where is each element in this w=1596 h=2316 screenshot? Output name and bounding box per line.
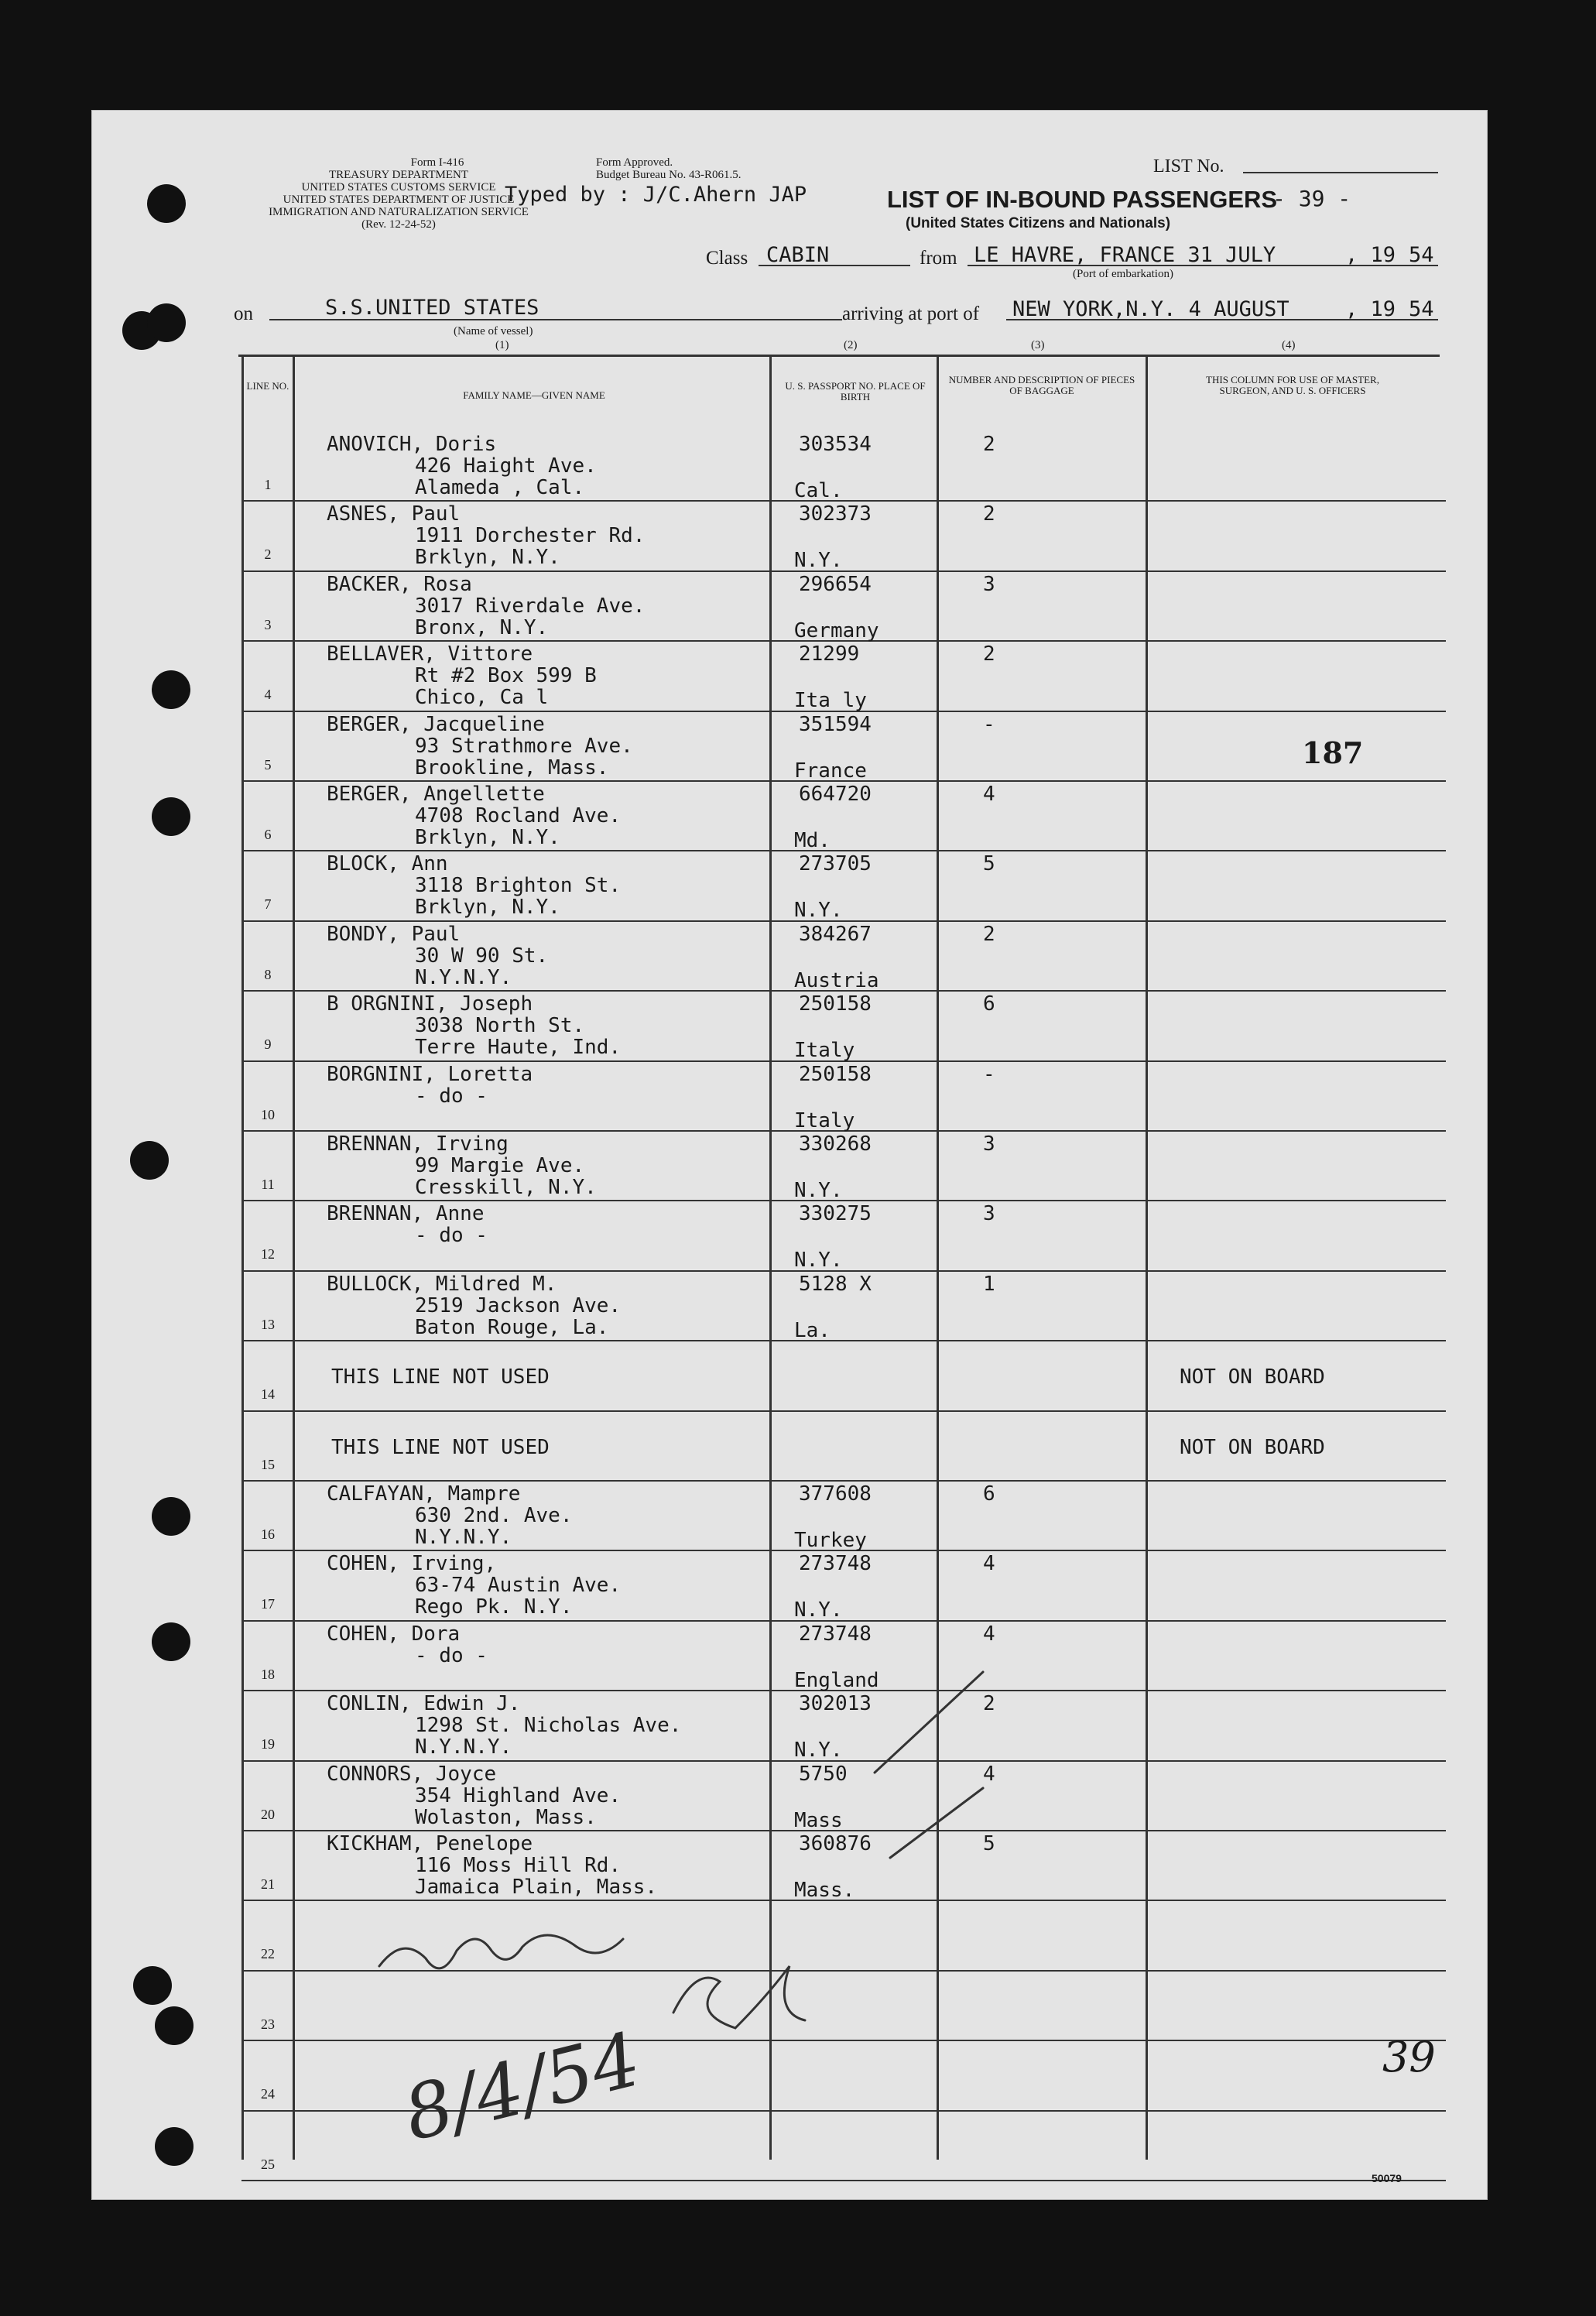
- row-name: THIS LINE NOT USED: [331, 1435, 550, 1459]
- row-baggage: -: [983, 1062, 995, 1086]
- row-birthplace: N.Y.: [794, 1179, 843, 1202]
- row-baggage: 4: [983, 1622, 995, 1646]
- embarkation-year-prefix: , 19: [1345, 243, 1396, 267]
- row-baggage: 5: [983, 1832, 995, 1855]
- row-passport-number: 303534: [799, 433, 872, 456]
- handwritten-date: 8/4/54: [396, 2016, 649, 2158]
- typed-by-note: Typed by : J/C.Ahern JAP: [505, 183, 807, 207]
- row-name: CONNORS, Joyce: [327, 1762, 497, 1786]
- col-header-officers: THIS COLUMN FOR USE OF MASTER, SURGEON, AND U. S. OFFICERS: [1206, 374, 1379, 396]
- row-address-2: Wolaston, Mass.: [415, 1805, 597, 1829]
- row-baggage: 2: [983, 1692, 995, 1716]
- row-address-2: Chico, Ca l: [415, 686, 549, 710]
- row-address-2: Brklyn, N.Y.: [415, 826, 560, 849]
- page-number: - 39 -: [1272, 186, 1351, 211]
- row-name: BORGNINI, Loretta: [327, 1062, 533, 1086]
- row-address-1: 3017 Riverdale Ave.: [415, 594, 646, 618]
- row-address-1: 3118 Brighton St.: [415, 874, 622, 898]
- arrival-value: NEW YORK,N.Y. 4 AUGUST: [1012, 297, 1289, 321]
- row-address-1: 4708 Rocland Ave.: [415, 804, 622, 827]
- row-address-2: Cresskill, N.Y.: [415, 1176, 597, 1199]
- row-birthplace: N.Y.: [794, 899, 843, 923]
- vessel-caption: (Name of vessel): [454, 325, 533, 337]
- col-header-passport: U. S. PASSPORT NO. PLACE OF BIRTH: [785, 380, 926, 403]
- row-address-1: - do -: [415, 1084, 488, 1108]
- row-birthplace: Mass.: [794, 1879, 855, 1902]
- row-passport-number: 250158: [799, 992, 872, 1016]
- col-header-baggage: NUMBER AND DESCRIPTION OF PIECES OF BAGGAGE: [948, 374, 1135, 396]
- row-line-number: 24: [261, 2086, 275, 2102]
- row-address-1: 1911 Dorchester Rd.: [415, 524, 646, 548]
- document-subtitle: (United States Citizens and Nationals): [906, 215, 1171, 231]
- form-block-line: UNITED STATES CUSTOMS SERVICE: [301, 181, 496, 194]
- row-address-2: Baton Rouge, La.: [415, 1315, 609, 1339]
- row-line-number: 23: [261, 2016, 275, 2032]
- row-name: COHEN, Dora: [327, 1622, 461, 1646]
- embarkation-value: LE HAVRE, FRANCE 31 JULY: [974, 243, 1276, 267]
- row-name: BRENNAN, Irving: [327, 1132, 509, 1156]
- row-passport-number: 360876: [799, 1832, 872, 1855]
- row-address-1: 63-74 Austin Ave.: [415, 1574, 622, 1598]
- stamp-number: 187: [1302, 735, 1364, 770]
- row-address-2: Jamaica Plain, Mass.: [415, 1876, 658, 1899]
- row-address-1: 3038 North St.: [415, 1014, 585, 1038]
- row-baggage: 3: [983, 1202, 995, 1226]
- arrival-year-prefix: , 19: [1345, 297, 1396, 321]
- row-line-number: 14: [261, 1386, 275, 1403]
- col-number-4: (4): [1282, 339, 1296, 351]
- row-name: BERGER, Angellette: [327, 783, 545, 806]
- row-officer-note: NOT ON BOARD: [1180, 1435, 1325, 1459]
- row-line-number: 5: [264, 756, 272, 773]
- row-passport-number: 273705: [799, 852, 872, 876]
- row-birthplace: Mass: [794, 1808, 843, 1832]
- col-header-line: LINE NO.: [246, 380, 289, 392]
- row-address-1: 116 Moss Hill Rd.: [415, 1854, 622, 1877]
- class-label: Class: [706, 248, 748, 269]
- row-name: BRENNAN, Anne: [327, 1202, 485, 1226]
- col-number-1: (1): [495, 339, 509, 351]
- row-baggage: 2: [983, 433, 995, 456]
- row-address-2: Brookline, Mass.: [415, 755, 609, 779]
- row-line-number: 1: [264, 477, 272, 492]
- row-line-number: 2: [264, 546, 272, 563]
- row-baggage: 6: [983, 992, 995, 1016]
- row-line-number: 9: [264, 1036, 272, 1053]
- row-address-1: Rt #2 Box 599 B: [415, 664, 597, 688]
- row-line-number: 11: [261, 1177, 275, 1192]
- row-passport-number: 250158: [799, 1062, 872, 1086]
- row-name: BLOCK, Ann: [327, 852, 448, 876]
- check-mark-21: [890, 1788, 983, 1858]
- row-passport-number: 5750: [799, 1762, 848, 1786]
- row-passport-number: 296654: [799, 572, 872, 596]
- row-baggage: -: [983, 712, 995, 736]
- row-name: BERGER, Jacqueline: [327, 712, 545, 736]
- row-passport-number: 351594: [799, 712, 872, 736]
- row-baggage: 4: [983, 1552, 995, 1576]
- row-address-2: N.Y.N.Y.: [415, 1526, 512, 1549]
- row-name: BACKER, Rosa: [327, 572, 472, 596]
- row-passport-number: 302373: [799, 502, 872, 526]
- row-line-number: 3: [264, 616, 272, 632]
- row-address-2: Terre Haute, Ind.: [415, 1036, 622, 1060]
- row-name: CONLIN, Edwin J.: [327, 1692, 521, 1716]
- form-block-line: UNITED STATES DEPARTMENT OF JUSTICE: [283, 194, 515, 206]
- row-address-2: Brklyn, N.Y.: [415, 896, 560, 920]
- row-address-2: Bronx, N.Y.: [415, 615, 549, 639]
- row-passport-number: 302013: [799, 1692, 872, 1716]
- class-value: CABIN: [766, 243, 830, 267]
- row-passport-number: 330268: [799, 1132, 872, 1156]
- row-baggage: 3: [983, 572, 995, 596]
- row-address-1: 30 W 90 St.: [415, 944, 549, 968]
- row-address-2: N.Y.N.Y.: [415, 965, 512, 989]
- row-birthplace: N.Y.: [794, 549, 843, 573]
- row-passport-number: 273748: [799, 1622, 872, 1646]
- row-name: KICKHAM, Penelope: [327, 1832, 533, 1855]
- row-birthplace: Italy: [794, 1108, 855, 1132]
- form-code: 50079: [1372, 2172, 1402, 2184]
- row-address-1: 2519 Jackson Ave.: [415, 1293, 622, 1317]
- row-baggage: 1: [983, 1272, 995, 1296]
- row-birthplace: Ita ly: [794, 689, 867, 713]
- row-baggage: 2: [983, 922, 995, 946]
- row-baggage: 3: [983, 1132, 995, 1156]
- row-name: COHEN, Irving,: [327, 1552, 497, 1576]
- port-caption: (Port of embarkation): [1073, 268, 1173, 280]
- row-address-1: 93 Strathmore Ave.: [415, 734, 633, 758]
- col-number-3: (3): [1031, 339, 1045, 351]
- from-label: from: [920, 248, 957, 269]
- row-passport-number: 273748: [799, 1552, 872, 1576]
- approval-line: Budget Bureau No. 43-R061.5.: [596, 169, 741, 181]
- row-baggage: 6: [983, 1482, 995, 1506]
- row-birthplace: N.Y.: [794, 1739, 843, 1763]
- row-line-number: 4: [264, 687, 272, 703]
- col-number-2: (2): [844, 339, 858, 351]
- row-line-number: 7: [264, 896, 272, 913]
- row-baggage: 2: [983, 642, 995, 666]
- row-birthplace: La.: [794, 1318, 831, 1342]
- row-address-1: 99 Margie Ave.: [415, 1154, 585, 1177]
- row-passport-number: 664720: [799, 783, 872, 806]
- row-passport-number: 330275: [799, 1202, 872, 1226]
- row-address-2: Brklyn, N.Y.: [415, 546, 560, 570]
- handwritten-page-number: 39: [1382, 2033, 1436, 2081]
- row-baggage: 4: [983, 783, 995, 806]
- row-line-number: 22: [261, 1946, 275, 1962]
- row-address-1: 354 Highland Ave.: [415, 1783, 622, 1807]
- row-name: CALFAYAN, Mampre: [327, 1482, 521, 1506]
- row-passport-number: 377608: [799, 1482, 872, 1506]
- row-name: B ORGNINI, Joseph: [327, 992, 533, 1016]
- row-line-number: 25: [261, 2156, 275, 2172]
- form-block-line: Form I-416: [410, 156, 464, 169]
- row-birthplace: Austria: [794, 968, 879, 992]
- row-line-number: 13: [261, 1316, 275, 1332]
- check-mark-19: [875, 1672, 983, 1773]
- row-birthplace: Md.: [794, 829, 831, 852]
- row-address-1: - do -: [415, 1224, 488, 1248]
- row-address-1: - do -: [415, 1643, 488, 1667]
- embarkation-year: 54: [1409, 243, 1434, 267]
- row-birthplace: N.Y.: [794, 1249, 843, 1273]
- on-label: on: [234, 303, 253, 324]
- row-line-number: 17: [261, 1596, 275, 1612]
- row-baggage: 2: [983, 502, 995, 526]
- list-no-label: LIST No.: [1153, 156, 1224, 176]
- row-line-number: 8: [264, 966, 272, 982]
- row-line-number: 6: [264, 827, 272, 842]
- vessel-name: S.S.UNITED STATES: [325, 296, 539, 320]
- row-baggage: 5: [983, 852, 995, 876]
- row-address-1: 426 Haight Ave.: [415, 454, 597, 478]
- row-passport-number: 21299: [799, 642, 860, 666]
- row-birthplace: France: [794, 759, 867, 783]
- row-line-number: 15: [261, 1456, 275, 1472]
- row-passport-number: 384267: [799, 922, 872, 946]
- row-address-2: Alameda , Cal.: [415, 476, 585, 499]
- form-block-line: (Rev. 12-24-52): [361, 218, 436, 231]
- row-officer-note: NOT ON BOARD: [1180, 1365, 1325, 1389]
- row-name: THIS LINE NOT USED: [331, 1365, 550, 1389]
- signature-scribble: [379, 1935, 805, 2028]
- arriving-label: arriving at port of: [842, 303, 980, 324]
- row-name: ANOVICH, Doris: [327, 433, 497, 456]
- col-header-name: FAMILY NAME—GIVEN NAME: [463, 389, 605, 401]
- row-line-number: 19: [261, 1736, 275, 1752]
- row-line-number: 18: [261, 1666, 275, 1682]
- row-address-1: 630 2nd. Ave.: [415, 1504, 573, 1527]
- row-passport-number: 5128 X: [799, 1272, 872, 1296]
- row-name: BULLOCK, Mildred M.: [327, 1272, 557, 1296]
- row-line-number: 10: [261, 1106, 275, 1122]
- document-title: LIST OF IN-BOUND PASSENGERS: [887, 186, 1278, 213]
- approval-line: Form Approved.: [596, 156, 673, 169]
- row-birthplace: Germany: [794, 618, 879, 642]
- row-line-number: 21: [261, 1876, 275, 1892]
- row-name: ASNES, Paul: [327, 502, 461, 526]
- arrival-year: 54: [1409, 297, 1434, 321]
- row-birthplace: N.Y.: [794, 1598, 843, 1622]
- row-address-1: 1298 St. Nicholas Ave.: [415, 1714, 682, 1738]
- form-block-line: TREASURY DEPARTMENT: [328, 169, 469, 181]
- row-name: BONDY, Paul: [327, 922, 461, 946]
- row-name: BELLAVER, Vittore: [327, 642, 533, 666]
- row-birthplace: Turkey: [794, 1529, 867, 1552]
- form-block-line: IMMIGRATION AND NATURALIZATION SERVICE: [269, 206, 529, 218]
- row-line-number: 16: [261, 1526, 275, 1542]
- row-baggage: 4: [983, 1762, 995, 1786]
- row-address-2: Rego Pk. N.Y.: [415, 1595, 573, 1619]
- row-line-number: 20: [261, 1806, 275, 1822]
- row-line-number: 12: [261, 1246, 275, 1262]
- row-birthplace: Cal.: [794, 479, 843, 502]
- row-birthplace: Italy: [794, 1039, 855, 1063]
- row-address-2: N.Y.N.Y.: [415, 1735, 512, 1759]
- row-birthplace: England: [794, 1668, 879, 1692]
